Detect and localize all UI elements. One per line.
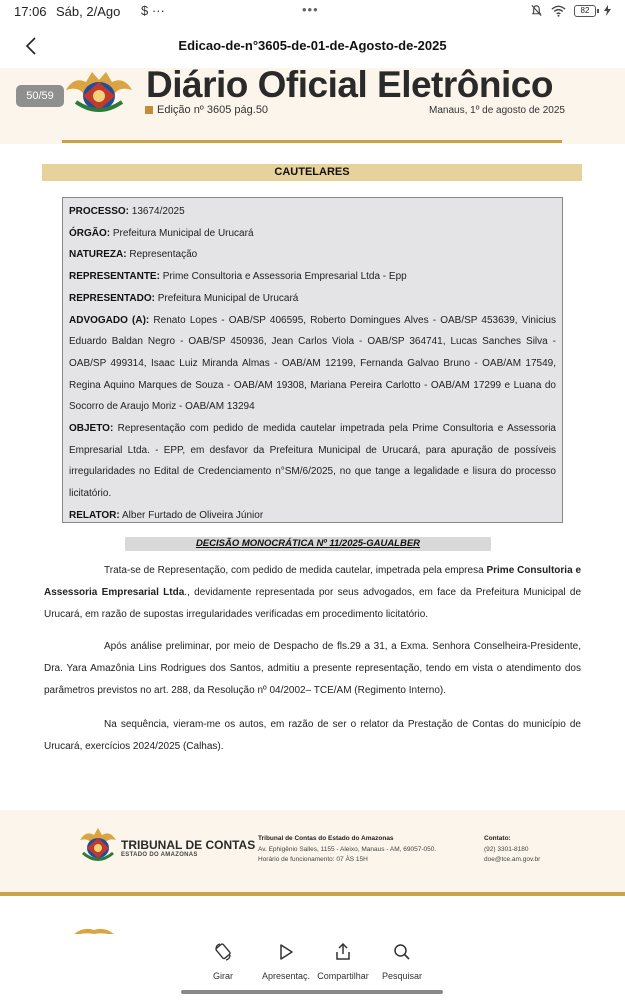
representante-value: Prime Consultoria e Assessoria Empresarial Ltda - Epp: [162, 271, 407, 283]
share-label: Compartilhar: [317, 971, 369, 981]
footer-phone: (92) 3301-8180: [484, 845, 529, 853]
representante-label: REPRESENTANTE:: [69, 271, 160, 283]
relator-line: [69, 505, 556, 527]
square-bullet-icon: [145, 106, 153, 114]
footer-divider: [0, 892, 625, 896]
masthead: [0, 68, 625, 144]
case-info-box: [62, 197, 563, 523]
footer-org-name: TRIBUNAL DE CONTAS: [121, 838, 256, 852]
masthead-divider: [62, 140, 562, 143]
tribunal-logo: [78, 826, 118, 866]
advogado-label: ADVOGADO (A):: [69, 314, 150, 326]
page-footer: [0, 810, 625, 894]
edition-text: Edição nº 3605 pág.50: [157, 104, 269, 116]
footer-email: doe@tce.am.gov.br: [484, 856, 541, 863]
decision-paragraph-1: [44, 560, 581, 626]
status-time: 17:06: [14, 4, 47, 19]
masthead-edition: [145, 104, 268, 116]
masthead-title: Diário Oficial Eletrônico: [146, 68, 553, 105]
paragraph-1-text-a: Trata-se de Representação, com pedido de medida cautelar, impetrada pela empresa: [104, 565, 487, 576]
paragraph-3-text: Na sequência, vieram-me os autos, em razão de ser o relator da Prestação de Contas do município de Urucará, exercícios 2024/2025 (Calhas).: [44, 719, 581, 752]
relator-value: Alber Furtado de Oliveira Júnior: [121, 509, 264, 521]
search-icon: [392, 942, 412, 962]
battery-icon: 82: [574, 5, 596, 17]
decision-paragraph-2: [44, 636, 581, 702]
home-indicator[interactable]: [181, 990, 443, 994]
rotate-label: Girar: [213, 971, 233, 981]
orgao-label: ÓRGÃO:: [69, 227, 111, 239]
representado-value: Prefeitura Municipal de Urucará: [157, 292, 299, 304]
natureza-label: NATUREZA:: [69, 249, 127, 261]
objeto-label: OBJETO:: [69, 423, 114, 435]
present-button[interactable]: [254, 942, 318, 984]
orgao-line: [69, 223, 556, 245]
objeto-line: [69, 418, 556, 505]
representante-line: [69, 266, 556, 288]
footer-contact-title: Contato:: [484, 835, 511, 842]
search-button[interactable]: [370, 942, 434, 984]
footer-address: Av. Ephigênio Salles, 1155 - Aleixo, Manaus - AM, 69057-050.: [258, 845, 437, 853]
status-more-dots: •••: [302, 2, 319, 17]
processo-label: PROCESSO:: [69, 206, 130, 217]
representado-line: [69, 288, 556, 310]
processo-line: [69, 201, 556, 223]
processo-value: 13674/2025: [131, 206, 185, 217]
wifi-icon: [551, 5, 566, 17]
objeto-value: Representação com pedido de medida cautelar impetrada pela Prime Consultoria e Assessoria Empresarial Ltda. - EPP, em desfavor da Prefeitura Municipal de Urucará, para apuração de possíveis irregularidades no Edital de Credenciamento n°SM/6/2025, no que tange a legalidade e lisura do processo licitatório.: [69, 423, 556, 500]
play-icon: [276, 942, 296, 962]
decision-title: DECISÃO MONOCRÁTICA Nº 11/2025-GAUALBER: [125, 537, 491, 551]
status-bar: [0, 0, 625, 24]
footer-hours: Horário de funcionamento: 07 ÀS 15H: [258, 856, 368, 863]
footer-org-sub: ESTADO DO AMAZONAS: [121, 852, 198, 858]
document-page[interactable]: [0, 68, 625, 934]
share-icon: [333, 942, 353, 962]
next-page-logo-peek: [72, 926, 116, 934]
coat-of-arms-logo: [62, 68, 136, 116]
footer-info-title: Tribunal de Contas do Estado do Amazonas: [258, 835, 394, 842]
paragraph-1-bold: Prime Consultoria e Assessoria Empresarial Ltda: [44, 565, 582, 598]
advogado-value: Renato Lopes - OAB/SP 406595, Roberto Domingues Alves - OAB/SP 453639, Vinicius Eduardo Baldan Negro - OAB/SP 450936, Jean Carlos Viola - OAB/SP 364741, Lucas Sanches Silva - OAB/SP 499314, Isaac Luiz Miranda Almas - OAB/AM 12199, Fernanda Galvao Bruno - OAB/AM 17549, Regina Aquino Marques de Souza - OAB/AM 19308, Mariana Pereira Carlotto - OAB/AM 17299 e Luana do Socorro de Araujo Moriz - OAB/AM 13294: [69, 314, 556, 413]
present-label: Apresentaç.: [261, 971, 311, 981]
relator-label: RELATOR:: [69, 509, 120, 521]
masthead-date: Manaus, 1º de agosto de 2025: [429, 105, 565, 116]
status-extra-icons: $ ···: [141, 3, 165, 18]
status-date: Sáb, 2/Ago: [56, 4, 121, 19]
advogado-line: [69, 310, 556, 419]
top-bar: [0, 24, 625, 68]
charging-icon: [604, 5, 611, 16]
page-indicator: 50/59: [16, 85, 64, 107]
document-title: Edicao-de-n°3605-de-01-de-Agosto-de-2025: [178, 38, 447, 53]
footer-info: [258, 834, 436, 866]
paragraph-1-text-b: ., devidamente representada por seus advogados, em face da Prefeitura Municipal de Urucará, em razão de supostas irregularidades verificadas em procedimento licitatório.: [44, 587, 581, 620]
share-button[interactable]: [311, 942, 375, 984]
natureza-line: [69, 244, 556, 266]
section-header: CAUTELARES: [42, 164, 582, 181]
rotate-button[interactable]: [191, 942, 255, 984]
representado-label: REPRESENTADO:: [69, 292, 155, 304]
mute-icon: [530, 4, 543, 17]
decision-paragraph-3: [44, 714, 581, 758]
search-label: Pesquisar: [381, 971, 423, 981]
natureza-value: Representação: [129, 249, 198, 261]
orgao-value: Prefeitura Municipal de Urucará: [112, 227, 254, 239]
status-icons: [530, 4, 611, 17]
rotate-icon: [213, 942, 233, 962]
footer-contact: [484, 834, 540, 866]
paragraph-2-text: Após análise preliminar, por meio de Despacho de fls.29 a 31, a Exma. Senhora Conselheira-Presidente, Dra. Yara Amazônia Lins Rodrigues dos Santos, admitiu a presente representação, tendo em vista o atendimento dos parâmetros previstos no art. 288, da Resolução nº 04/2002– TCE/AM (Regimento Interno).: [44, 641, 581, 696]
